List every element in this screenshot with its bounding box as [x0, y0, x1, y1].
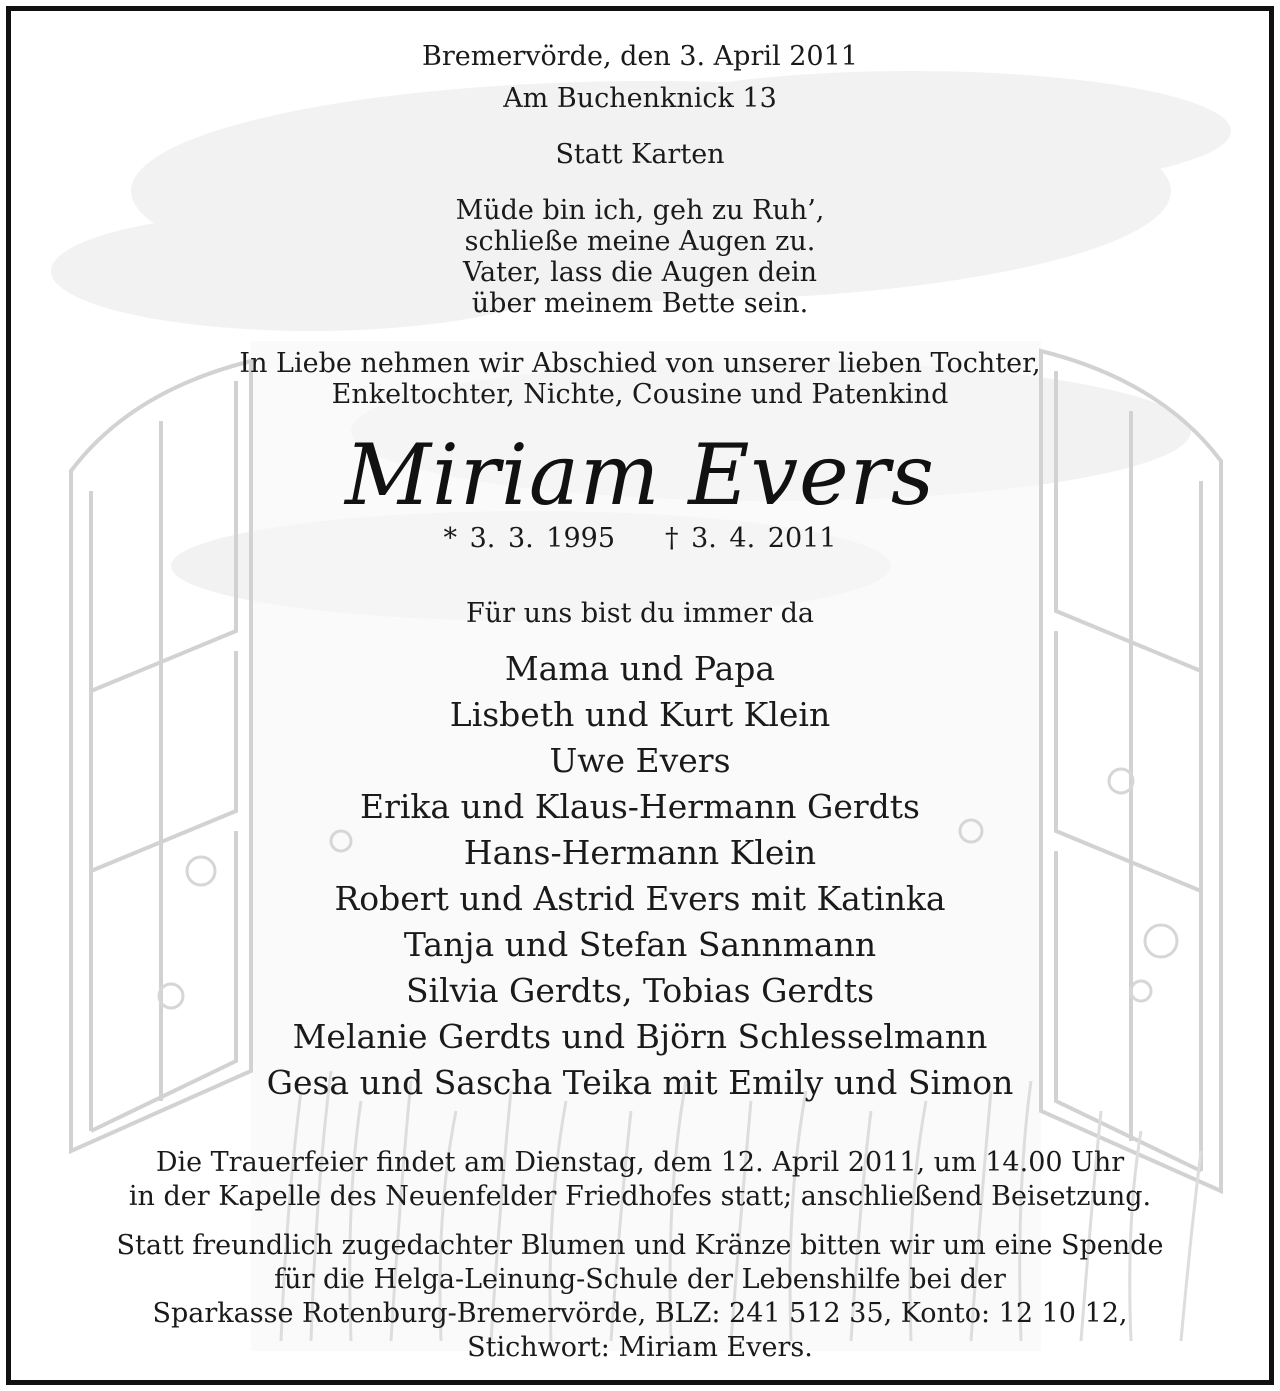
verse-line: schließe meine Augen zu. — [464, 226, 816, 257]
birth-date: * 3. 3. 1995 — [443, 523, 615, 554]
family-member: Lisbeth und Kurt Klein — [449, 695, 831, 734]
place-date: Bremervörde, den 3. April 2011 — [422, 41, 858, 72]
family-member: Melanie Gerdts und Björn Schlesselmann — [292, 1017, 988, 1056]
family-member: Robert und Astrid Evers mit Katinka — [334, 879, 946, 918]
ceremony-line: Die Trauerfeier findet am Dienstag, dem 12. April 2011, um 14.00 Uhr — [155, 1147, 1125, 1178]
donation-line: für die Helga-Leinung-Schule der Lebenshilfe bei der — [274, 1264, 1006, 1295]
family-member: Silvia Gerdts, Tobias Gerdts — [405, 971, 875, 1010]
motto: Für uns bist du immer da — [466, 598, 814, 629]
donation-line: Statt freundlich zugedachter Blumen und Kränze bitten wir um eine Spende — [116, 1230, 1164, 1261]
address: Am Buchenknick 13 — [503, 83, 777, 114]
family-member: Erika und Klaus-Hermann Gerdts — [360, 787, 920, 826]
donation-line: Sparkasse Rotenburg-Bremervörde, BLZ: 241 512 35, Konto: 12 10 12, — [152, 1298, 1128, 1329]
family-member: Tanja und Stefan Sannmann — [403, 925, 877, 964]
ceremony-line: in der Kapelle des Neuenfelder Friedhofes statt; anschließend Beisetzung. — [128, 1181, 1152, 1212]
verse-line: Müde bin ich, geh zu Ruh’, — [455, 195, 825, 226]
statt-karten: Statt Karten — [555, 139, 725, 170]
family-member: Hans-Hermann Klein — [463, 833, 817, 872]
intro-line: Enkeltochter, Nichte, Cousine und Patenkind — [331, 379, 949, 410]
verse-line: über meinem Bette sein. — [471, 288, 809, 319]
family-member: Uwe Evers — [549, 741, 731, 780]
deceased-name: Miriam Evers — [344, 426, 936, 524]
family-member: Mama und Papa — [504, 649, 776, 688]
life-dates — [11, 523, 1269, 554]
verse-line: Vater, lass die Augen dein — [463, 257, 817, 288]
obituary-notice — [6, 6, 1274, 1385]
death-date: † 3. 4. 2011 — [665, 523, 837, 554]
intro-line: In Liebe nehmen wir Abschied von unserer lieben Tochter, — [239, 348, 1041, 379]
family-member: Gesa und Sascha Teika mit Emily und Simon — [266, 1063, 1014, 1102]
donation-line: Stichwort: Miriam Evers. — [467, 1332, 813, 1363]
